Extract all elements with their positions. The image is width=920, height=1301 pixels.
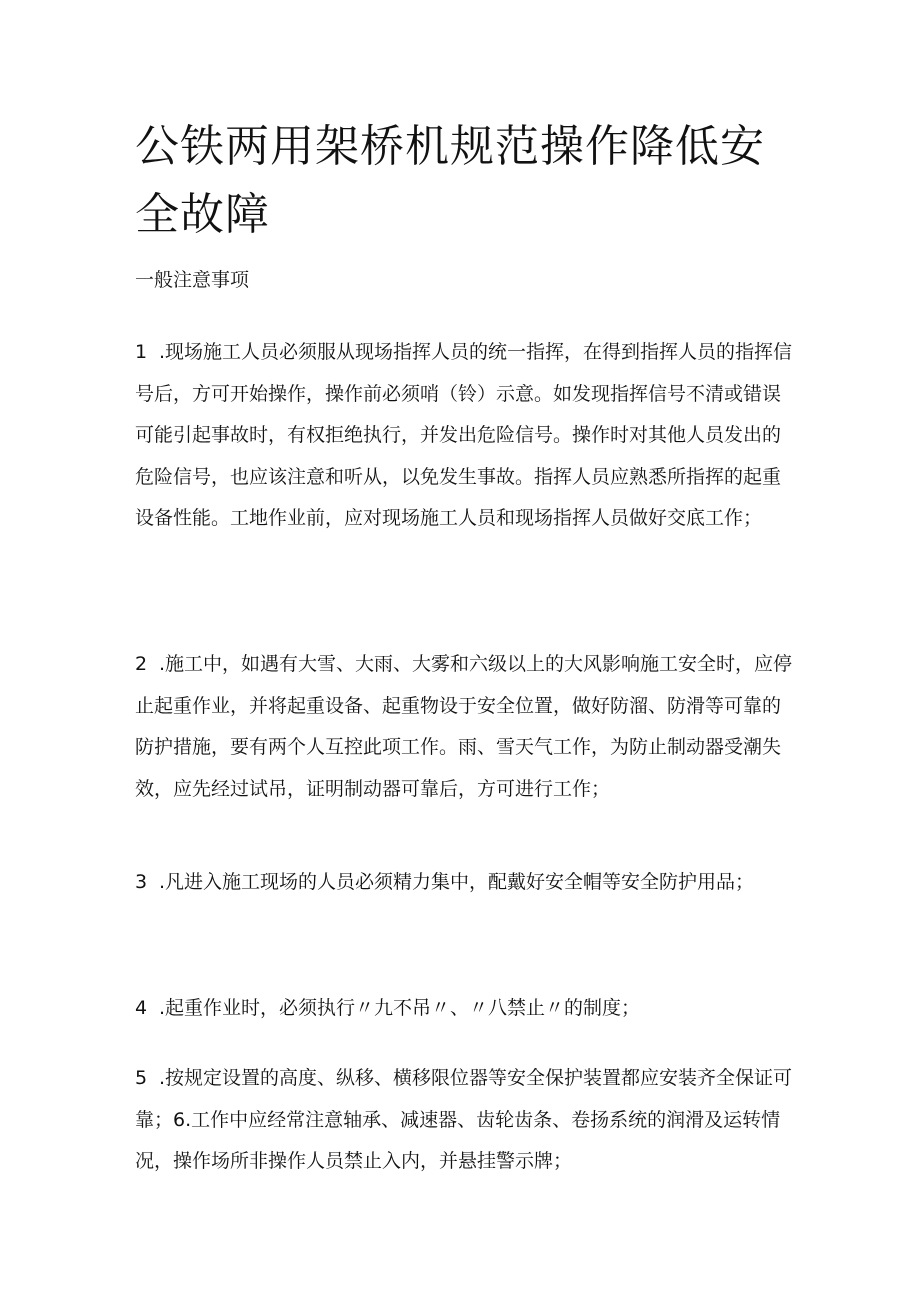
list-item (135, 1058, 795, 1183)
list-item (135, 862, 795, 904)
document-title: 公铁两用架桥机规范操作降低安全故障 (135, 121, 765, 240)
item-number: 2 (135, 653, 148, 675)
item-text: .施工中，如遇有大雪、大雨、大雾和六级以上的大风影响施工安全时，应停止起重作业，并将起重设备、起重物设于安全位置，做好防溜、防滑等可靠的防护措施，要有两个人互控此项工作。雨、雪天气工作，为防止制动器受潮失效，应先经过试吊，证明制动器可靠后，方可进行工作； (135, 653, 793, 800)
item-text: .按规定设置的高度、纵移、横移限位器等安全保护装置都应安装齐全保证可靠；6.工作中应经常注意轴承、减速器、齿轮齿条、卷扬系统的润滑及运转情况，操作场所非操作人员禁止入内，并悬挂警示牌； (135, 1067, 793, 1173)
item-text: .现场施工人员必须服从现场指挥人员的统一指挥，在得到指挥人员的指挥信号后，方可开始操作，操作前必须哨（铃）示意。如发现指挥信号不清或错误可能引起事故时，有权拒绝执行，并发出危险信号。操作时对其他人员发出的危险信号，也应该注意和听从，以免发生事故。指挥人员应熟悉所指挥的起重设备性能。工地作业前，应对现场施工人员和现场指挥人员做好交底工作； (135, 341, 793, 530)
item-number: 4 (135, 997, 148, 1019)
list-item (135, 988, 795, 1030)
item-text: .起重作业时，必须执行〃九不吊〃、〃八禁止〃的制度； (159, 997, 641, 1019)
list-item (135, 644, 795, 810)
item-number: 3 (135, 871, 148, 893)
section-heading: 一般注意事项 (135, 269, 250, 291)
list-item (135, 332, 795, 540)
item-number: 5 (135, 1067, 148, 1089)
item-number: 1 (135, 341, 148, 363)
item-text: .凡进入施工现场的人员必须精力集中，配戴好安全帽等安全防护用品； (159, 871, 755, 893)
